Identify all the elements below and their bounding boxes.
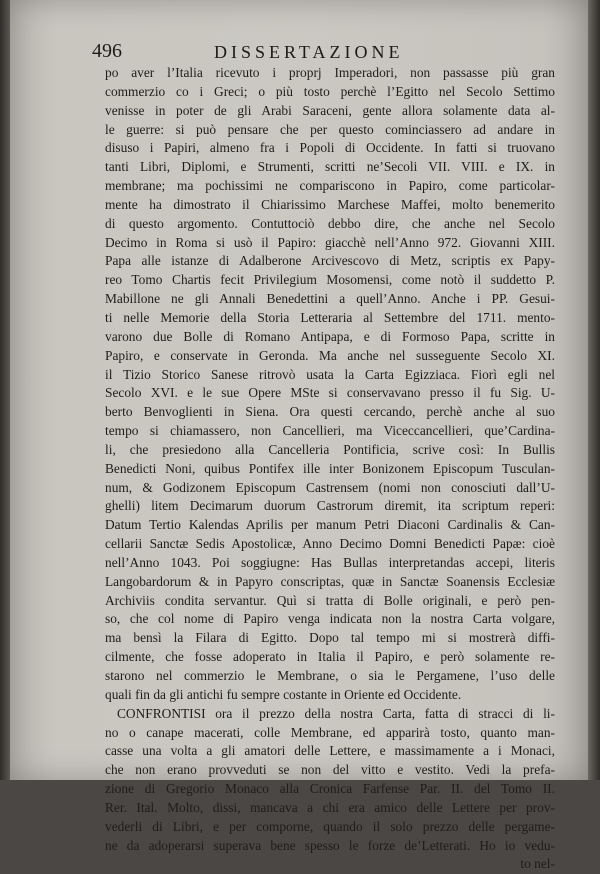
text-line: Papa alle istanze di Adalberone Arcivescovo di Metz, scriptis ex Papy- <box>105 253 555 269</box>
text-line: num, & Godizonem Episcopum Castrensem (nomi non conosciuti dall’U- <box>105 479 555 495</box>
text-line: venisse in poter de gli Arabi Saraceni, gente allora solamente data al- <box>105 102 555 118</box>
text-line: ghelli) litem Decimarum duorum Castrorum diremit, ita scriptum reperi: <box>105 498 555 514</box>
book-edge <box>588 0 600 780</box>
page-header <box>92 40 554 66</box>
page-number: 496 <box>92 40 122 62</box>
text-line: nell’Anno 1043. Poi soggiugne: Has Bullas interpretandas accepi, literis <box>105 554 555 570</box>
text-line: starono nel commerzio le Membrane, o sia le Pergamene, l’uso delle <box>105 668 555 683</box>
text-line: ma bensì la Filara di Egitto. Dopo tal tempo mi si mostrerà diffi- <box>105 630 555 646</box>
book-gutter <box>0 0 10 780</box>
text-line: reo Tomo Chartis fecit Privilegium Mosomensi, come notò il suddetto P. <box>105 272 555 288</box>
text-line: so, che col nome di Papiro venga indicata non la nostra Carta volgare, <box>105 611 555 627</box>
text-line: casse una volta a gli amatori delle Lettere, e massimamente a i Monaci, <box>105 743 555 759</box>
text-line: po aver l’Italia ricevuto i proprj Imperadori, non passasse più gran <box>105 65 555 80</box>
text-line: il Tizio Storico Sanese ritrovò usata la Carta Egizziaca. Fiorì egli nel <box>105 366 555 382</box>
text-line: commerzio co i Greci; o più tosto perchè l’Egitto nel Secolo Settimo <box>105 83 555 99</box>
text-line: zione di Gregorio Monaco alla Cronica Farfense Par. II. del Tomo II. <box>105 781 555 797</box>
text-line: tempo si chiamassero, non Cancellieri, ma Viceccancellieri, que’Cardina- <box>105 423 555 439</box>
text-line: to nel- <box>520 856 555 872</box>
text-line: Benedicti Noni, quibus Pontifex ille inter Bonizonem Episcopum Tusculan- <box>105 460 555 476</box>
text-line: quali fin da gli antichi fu sempre costante in Oriente ed Occidente. <box>105 686 462 702</box>
text-line: CONFRONTISI ora il prezzo della nostra Carta, fatta di stracci di li- <box>117 705 555 721</box>
text-line: no o canape macerati, colle Membrane, ed apparirà tosto, quanto man- <box>105 724 555 740</box>
text-line: mente ha dimostrato il Chiarissimo Marchese Maffei, molto benemerito <box>105 196 555 212</box>
text-line: Mabillone ne gli Annali Benedettini a quell’Anno. Anche i PP. Gesui- <box>105 291 555 307</box>
text-line: li, che presiedono alla Cancelleria Pontificia, scrive così: In Bullis <box>105 441 555 457</box>
text-line: cilmente, che fosse adoperato in Italia il Papiro, e però solamente re- <box>105 649 555 665</box>
text-line: membrane; ma pochissimi ne compariscono in Papiro, come particolar- <box>105 178 555 194</box>
text-line: tanti Libri, Diplomi, e Strumenti, scritti ne’Secoli VII. VIII. e IX. in <box>105 159 555 175</box>
text-line: Papiro, e conservate in Geronda. Ma anche nel susseguente Secolo XI. <box>105 347 555 363</box>
text-line: le guerre: si può pensare che per questo cominciassero ad andare in <box>105 121 555 137</box>
running-title: DISSERTAZIONE <box>214 42 404 62</box>
text-line: varono due Bolle di Romano Antipapa, e di Formoso Papa, scritte in <box>105 328 555 344</box>
text-line: ti nelle Memorie della Storia Letteraria al Settembre del 1711. mento- <box>105 309 555 325</box>
text-line: vederli di Libri, e per comporne, quando il solo prezzo delle pergame- <box>105 818 555 834</box>
text-line: di questo argomento. Contuttociò debbo dire, che anche nel Secolo <box>105 215 555 231</box>
text-line: disuso i Papiri, almeno fra i Popoli di Occidente. In fatti si truovano <box>105 140 555 156</box>
text-line: Langobardorum & in Papyro conscriptas, quæ in Sanctæ Soanensis Ecclesiæ <box>105 573 555 589</box>
text-line: ne da adoperarsi superava bene spesso le forze de’Letterati. Ho io vedu- <box>105 837 555 853</box>
text-line: che non erano provveduti se non del vitto e vestito. Vedi la prefa- <box>105 762 555 778</box>
text-line: berto Benvoglienti in Siena. Ora questi cercando, perchè anche al suo <box>105 404 555 420</box>
text-line: cellarii Sanctæ Sedis Apostolicæ, Anno Decimo Domni Benedicti Papæ: cioè <box>105 536 555 552</box>
text-line: Archiviis condita servantur. Quì si tratta di Bolle originali, e però pen- <box>105 592 555 608</box>
body-text <box>105 64 555 874</box>
text-line: Secolo XVI. e le sue Opere MSte si conservavano presso il fu Sig. U- <box>105 385 555 401</box>
text-line: Rer. Ital. Molto, dissi, mancava a chi era amico delle Lettere per prov- <box>105 799 555 815</box>
text-line: Decimo in Roma si usò il Papiro: giacchè nell’Anno 972. Giovanni XIII. <box>105 234 555 250</box>
text-line: Datum Tertio Kalendas Aprilis per manum Petri Diaconi Cardinalis & Can- <box>105 517 555 533</box>
